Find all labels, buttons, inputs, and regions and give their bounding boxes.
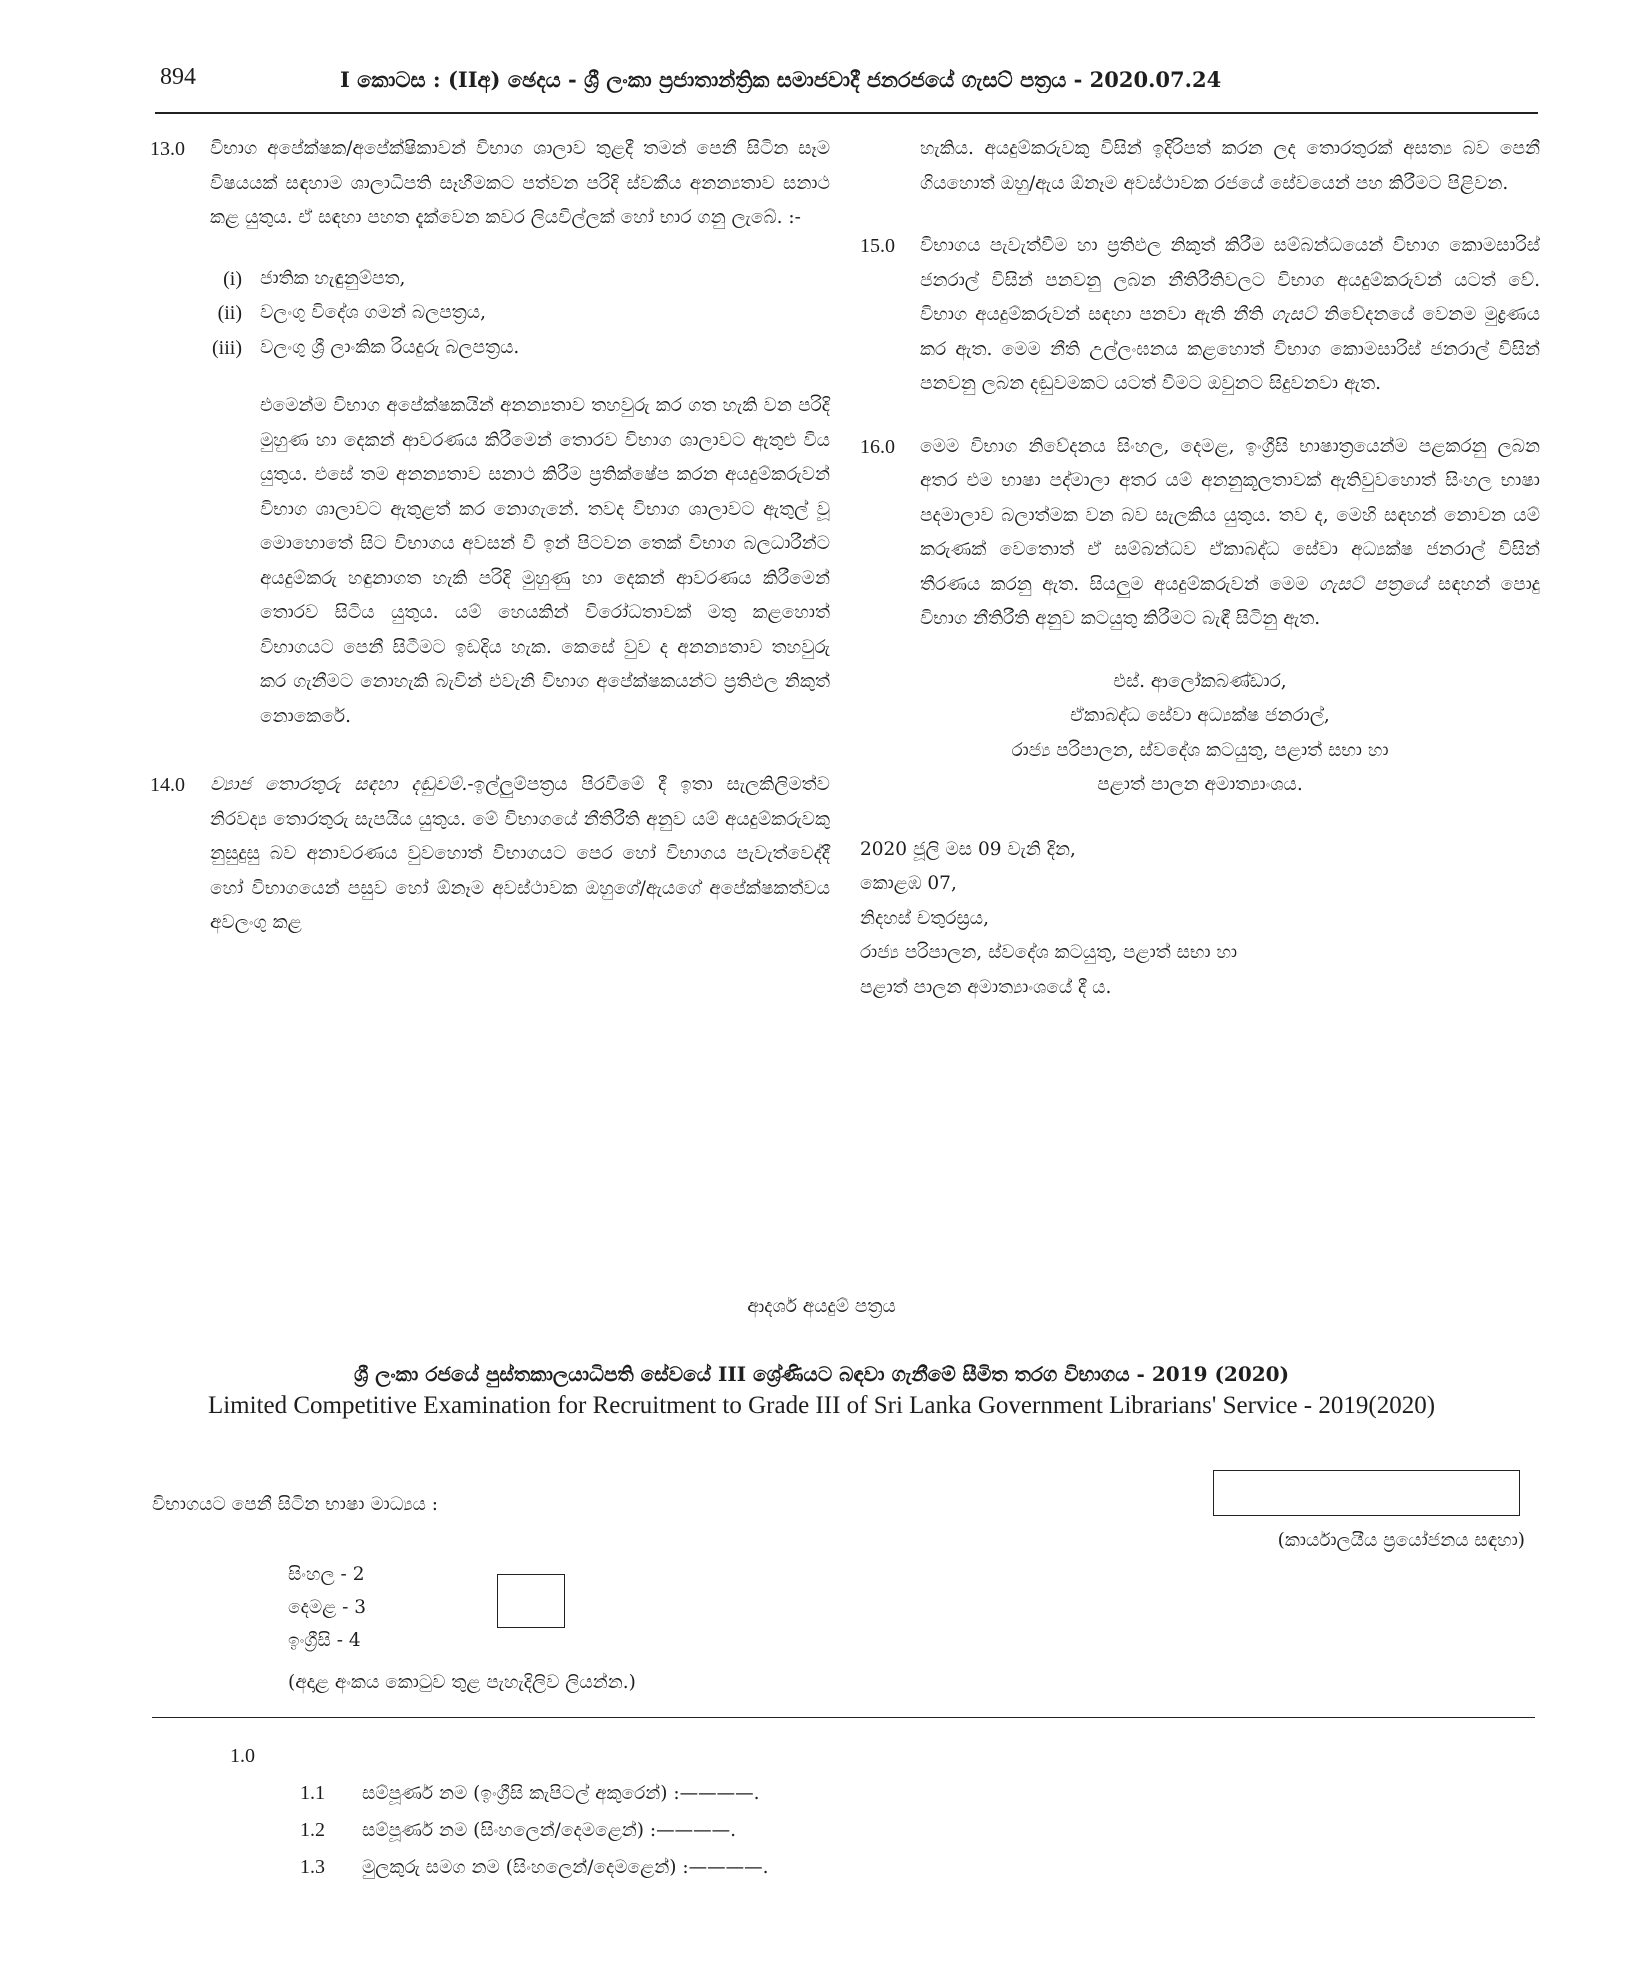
left-column bbox=[150, 132, 830, 969]
section-14-title: ව්‍යාජ තොරතුරු සඳහා දඬුවම්. bbox=[210, 774, 468, 795]
language-option: සිංහල - 2 bbox=[288, 1564, 365, 1585]
section-15-body: විභාගය පැවැත්වීම හා ප්‍රතිඵල නිකුත් කිරීම සම්බන්ධයෙන් විභාග කොමසාරිස් ජනරාල් විසින් පනවනු ලබන නීතිරීතිවලට විභාග අයදුම්කරුවන් යටත් වේ. විභාග අයදුම්කරුවන් සඳහා පනවා ඇති නීති ගැසට් නිවේදනයේ වෙනම මුද්‍රණය කර ඇත. මෙම නීති උල්ලංඝනය කළහොත් විභාග කොමසාරිස් ජනරාල් විසින් පනවනු ලබන දඬුවමකට යටත් වීමට ඔවුනට සිදුවනවා ඇත. bbox=[920, 235, 1541, 394]
section-number: 14.0 bbox=[150, 774, 185, 796]
issue-city: කොළඹ 07, bbox=[860, 873, 957, 894]
form-title-english: Limited Competitive Examination for Recruitment to Grade III of Sri Lanka Government Librarians' Service - 2019(2020) bbox=[207, 1392, 1436, 1419]
section-number: 16.0 bbox=[860, 435, 895, 458]
section-16-body: මෙම විභාග නිවේදනය සිංහල, දෙමළ, ඉංග්‍රීසි භාෂාත්‍රයෙන්ම පළකරනු ලබන අතර එම භාෂා පද්මාලා අතර යම් අනනුකූලතාවක් ඇතිවුවහොත් සිංහල භාෂා පදමාලාව බලාත්මක වන බව සැලකිය යුතුය. තව ද, මෙහි සඳහන් නොවන යම් කරුණක් වෙතොත් ඒ සම්බන්ධව ඒකාබද්ධ සේවා අධ්‍යක්ෂ ජනරාල් විසින් තීරණය කරනු ඇත. සියලුම අයදුම්කරුවන් මෙම ගැසට් පත්‍රයේ සඳහන් පොදු විභාග නීතිරීති අනුව කටයුතු කිරීමට බැඳී සිටිනු ඇත. bbox=[920, 435, 1540, 629]
form-field-full-name-english[interactable]: 1.1 සම්පූර්ණ නම (ඉංග්‍රීසි කැපිටල් අකුරෙන්) :————. bbox=[300, 1782, 760, 1804]
place-date-block bbox=[860, 833, 1540, 1006]
section-14-body: ව්‍යාජ තොරතුරු සඳහා දඬුවම්.-ඉල්ලුම්පත්‍රය පිරවීමේ දී ඉතා සැලකිලිමත්ව නිරවද්‍ය තොරතුරු සැපයිය යුතුය. මේ විභාගයේ නීතිරීති අනුව යම් අයදුම්කරුවකු නුසුදුසු බව අනාවරණය වුවහොත් විභාගයට පෙර හෝ විභාගය පැවැත්වෙද්දී හෝ විභාගයෙන් පසුව හෝ ඕනෑම අවස්ථාවක ඔහුගේ/ඇයගේ අපේක්ෂකත්වය අවලංගු කළ bbox=[210, 774, 830, 933]
form-divider bbox=[152, 1717, 1535, 1718]
office-use-note: (කාර්යාලයීය ප්‍රයෝජනය සඳහා) bbox=[1277, 1530, 1525, 1551]
issue-date: 2020 ජූලි මස 09 වැනි දින, bbox=[860, 838, 1076, 860]
language-medium-label: විභාගයට පෙනී සිටින භාෂා මාධ්‍යය : bbox=[152, 1494, 439, 1515]
right-column bbox=[860, 132, 1540, 1005]
office-use-box[interactable] bbox=[1213, 1470, 1520, 1516]
page-header-title: I කොටස : (IIඅ) ඡෙදය - ශ්‍රී ලංකා ප්‍රජාතාන්ත්‍රික සමාජවාදී ජනරජයේ ගැසට් පත්‍රය - 2020.07.24 bbox=[340, 67, 1222, 92]
section-14 bbox=[150, 768, 830, 941]
form-label: ආදර්ශ අයදුම් පත්‍රය bbox=[747, 1296, 896, 1317]
issue-square: නිදහස් චතුරස්‍රය, bbox=[860, 907, 989, 929]
signatory-name: එස්. ආලෝකබණ්ඩාර, bbox=[1113, 670, 1287, 692]
id-document-list bbox=[150, 262, 830, 366]
language-option: දෙමළ - 3 bbox=[288, 1597, 367, 1618]
section-15 bbox=[860, 229, 1540, 402]
signature-block bbox=[860, 665, 1540, 803]
section-16 bbox=[860, 430, 1540, 637]
issue-ministry: පළාත් පාලන අමාත්‍යාංශයේ දී ය. bbox=[860, 976, 1112, 998]
form-field-full-name-sinhala-tamil[interactable]: 1.2 සම්පූර්ණ නම (සිංහලෙන්/දෙමළෙන්) :————. bbox=[300, 1819, 736, 1841]
list-item: (iii) වලංගු ශ්‍රී ලාංකික රියදුරු බලපත්‍රය. bbox=[212, 336, 520, 359]
list-item: (i) ජාතික හැඳුනුම්පත, bbox=[223, 267, 406, 290]
list-item: (ii) වලංගු විදේශ ගමන් බලපත්‍රය, bbox=[217, 302, 486, 324]
header-rule bbox=[155, 112, 1538, 114]
issue-ministry: රාජ්‍ය පරිපාලන, ස්වදේශ කටයුතු, පළාත් සභා හා bbox=[860, 942, 1238, 963]
section-number: 13.0 bbox=[150, 138, 185, 160]
form-fields bbox=[230, 1738, 769, 1886]
write-clearly-note: (අදාළ අංකය කොටුව තුළ පැහැදිලිව ලියන්න.) bbox=[288, 1672, 636, 1693]
form-section-number: 1.0 bbox=[230, 1745, 255, 1767]
signatory-title: ඒකාබද්ධ සේවා අධ්‍යක්ෂ ජනරාල්, bbox=[1070, 705, 1330, 726]
section-13 bbox=[150, 132, 830, 734]
form-field-name-with-initials[interactable]: 1.3 මුලකුරු සමග නම (සිංහලෙන්/දෙමළෙන්) :————. bbox=[300, 1856, 769, 1878]
signatory-ministry: රාජ්‍ය පරිපාලන, ස්වදේශ කටයුතු, පළාත් සභා හා bbox=[1011, 739, 1389, 761]
form-title-sinhala: ශ්‍රී ලංකා රජයේ පුස්තකාලයාධිපති සේවයේ III ශ්‍රේණියට බඳවා ගැනීමේ සීමිත තරග විභාගය - 2019 (2020) bbox=[353, 1362, 1290, 1386]
page-number: 894 bbox=[160, 64, 196, 90]
section-13-intro: විභාග අපේක්ෂක/අපේක්ෂිකාවන් විභාග ශාලාව තුළදී තමන් පෙනී සිටින සෑම විෂයයක් සඳහාම ශාලාධිපති සෑහීමකට පත්වන පරිදි ස්වකීය අනන්‍යතාව සනාථ කළ යුතුය. ඒ සඳහා පහත දැක්වෙන කවර ලියවිල්ලක් හෝ භාර ගනු ලැබේ. :- bbox=[210, 138, 830, 228]
section-number: 15.0 bbox=[860, 235, 895, 257]
section-14-continued: හැකිය. අයදුම්කරුවකු විසින් ඉදිරිපත් කරන ලද තොරතුරක් අසත්‍ය බව පෙනී ගියහොත් ඔහු/ඇය ඕනෑම අවස්ථාවක රජයේ සේවයෙන් පහ කිරීමට පිළිවන. bbox=[920, 138, 1540, 194]
signatory-ministry: පළාත් පාලන අමාත්‍යාංශය. bbox=[1097, 774, 1303, 795]
language-code-box[interactable] bbox=[497, 1574, 565, 1628]
section-13-paragraph: එමෙන්ම විභාග අපේක්ෂකයින් අනන්‍යතාව තහවුරු කර ගත හැකි වන පරිදි මුහුණ හා දෙකන් ආවරණය කිරීමෙන් තොරව විභාග ශාලාවට ඇතුළු විය යුතුය. එසේ තම අනන්‍යතාව සනාථ කිරීම ප්‍රතික්ෂේප කරන අයදුම්කරුවන් විභාග ශාලාවට ඇතුළත් කර නොගැනේ. තවද විභාග ශාලාවට ඇතුල් වූ මොහොතේ සිට විභාගය අවසන් වී ඉන් පිටවන තෙක් විභාග බලධාරීන්ට අයදුම්කරු හඳුනාගත හැකි පරිදි මුහුණු හා දෙකන් ආවරණය කිරීමෙන් තොරව සිටිය යුතුය. යම් හෙයකින් විරෝධතාවක් මතු කළහොත් විභාගයට පෙනී සිටීමට ඉඩදිය හැක. කෙසේ වුව ද අනන්‍යතාව තහවුරු කර ගැනීමට නොහැකි බැවින් එවැනි විභාග අපේක්ෂකයන්ට ප්‍රතිඵල නිකුත් නොකෙරේ. bbox=[260, 395, 830, 727]
language-options bbox=[288, 1558, 366, 1657]
language-option: ඉංග්‍රීසි - 4 bbox=[288, 1630, 361, 1651]
